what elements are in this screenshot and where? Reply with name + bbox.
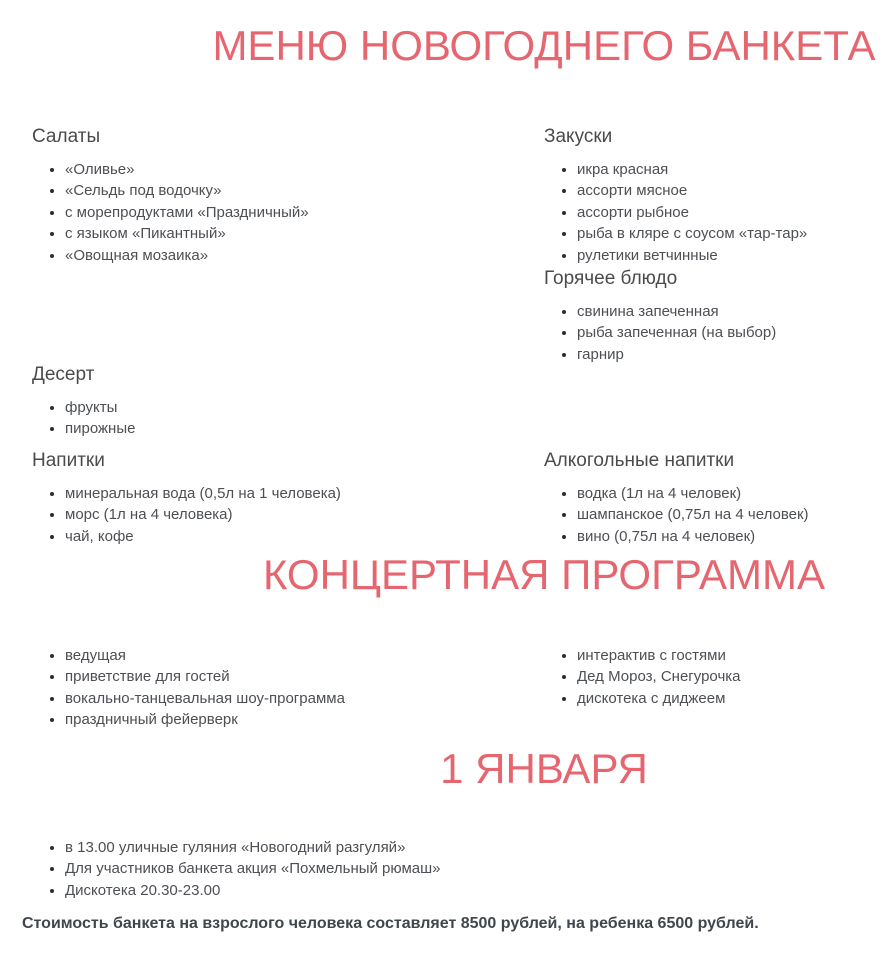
section-hot-dish [544,266,894,365]
list-item: • ассорти рыбное [577,202,894,223]
section-heading-appetizers: Закуски [544,126,613,147]
list-item: • с морепродуктами «Праздничный» [65,202,537,223]
list-item: • свинина запеченная [577,301,894,322]
section-heading-hot-dish: Горячее блюдо [544,268,678,289]
list-item: • морс (1л на 4 человека) [65,504,537,525]
list-item: • гарнир [577,344,894,365]
section-alcohol-drinks [544,448,894,547]
alcohol-drinks-list [544,483,894,547]
salads-list [32,159,537,266]
section-heading-salads: Салаты [32,126,101,147]
january-first-list [32,837,765,901]
price-line: Стоимость банкета на взрослого человека составляет 8500 рублей, на ребенка 6500 рублей. [22,915,759,932]
list-item: • пирожные [65,418,537,439]
hot-dish-list [544,301,894,365]
concert-program-left-list [32,645,570,731]
concert-program-title: КОНЦЕРТНАЯ ПРОГРАММА [262,551,826,598]
section-dessert [32,362,537,440]
list-item: • рулетики ветчинные [577,245,894,266]
list-item: • минеральная вода (0,5л на 1 человека) [65,483,537,504]
list-item: • ведущая [65,645,570,666]
list-item: • дискотека с диджеем [577,688,894,709]
list-item: • Дискотека 20.30-23.00 [65,880,765,901]
section-drinks [32,448,537,547]
list-item: • «Овощная мозаика» [65,245,537,266]
dessert-list [32,397,537,440]
appetizers-list [544,159,894,266]
list-item: • чай, кофе [65,526,537,547]
list-item: • «Оливье» [65,159,537,180]
section-heading-drinks: Напитки [32,450,105,471]
page-content [22,0,894,962]
concert-program-right-list [544,645,894,709]
section-salads [32,124,537,266]
list-item: • с языком «Пикантный» [65,223,537,244]
list-item: • Для участников банкета акция «Похмельный рюмаш» [65,858,765,879]
page-title: МЕНЮ НОВОГОДНЕГО БАНКЕТА [212,22,876,69]
list-item: • рыба запеченная (на выбор) [577,322,894,343]
list-item: • «Сельдь под водочку» [65,180,537,201]
list-item: • интерактив с гостями [577,645,894,666]
list-item: • приветствие для гостей [65,666,570,687]
section-heading-dessert: Десерт [32,364,95,385]
section-appetizers [544,124,894,266]
list-item: • ассорти мясное [577,180,894,201]
section-heading-alcohol-drinks: Алкогольные напитки [544,450,735,471]
list-item: • Дед Мороз, Снегурочка [577,666,894,687]
list-item: • вино (0,75л на 4 человек) [577,526,894,547]
january-first-title: 1 ЯНВАРЯ [440,745,648,792]
drinks-list [32,483,537,547]
list-item: • праздничный фейерверк [65,709,570,730]
list-item: • фрукты [65,397,537,418]
list-item: • вокально-танцевальная шоу-программа [65,688,570,709]
list-item: • икра красная [577,159,894,180]
list-item: • в 13.00 уличные гуляния «Новогодний разгуляй» [65,837,765,858]
list-item: • водка (1л на 4 человек) [577,483,894,504]
list-item: • шампанское (0,75л на 4 человек) [577,504,894,525]
list-item: • рыба в кляре с соусом «тар-тар» [577,223,894,244]
